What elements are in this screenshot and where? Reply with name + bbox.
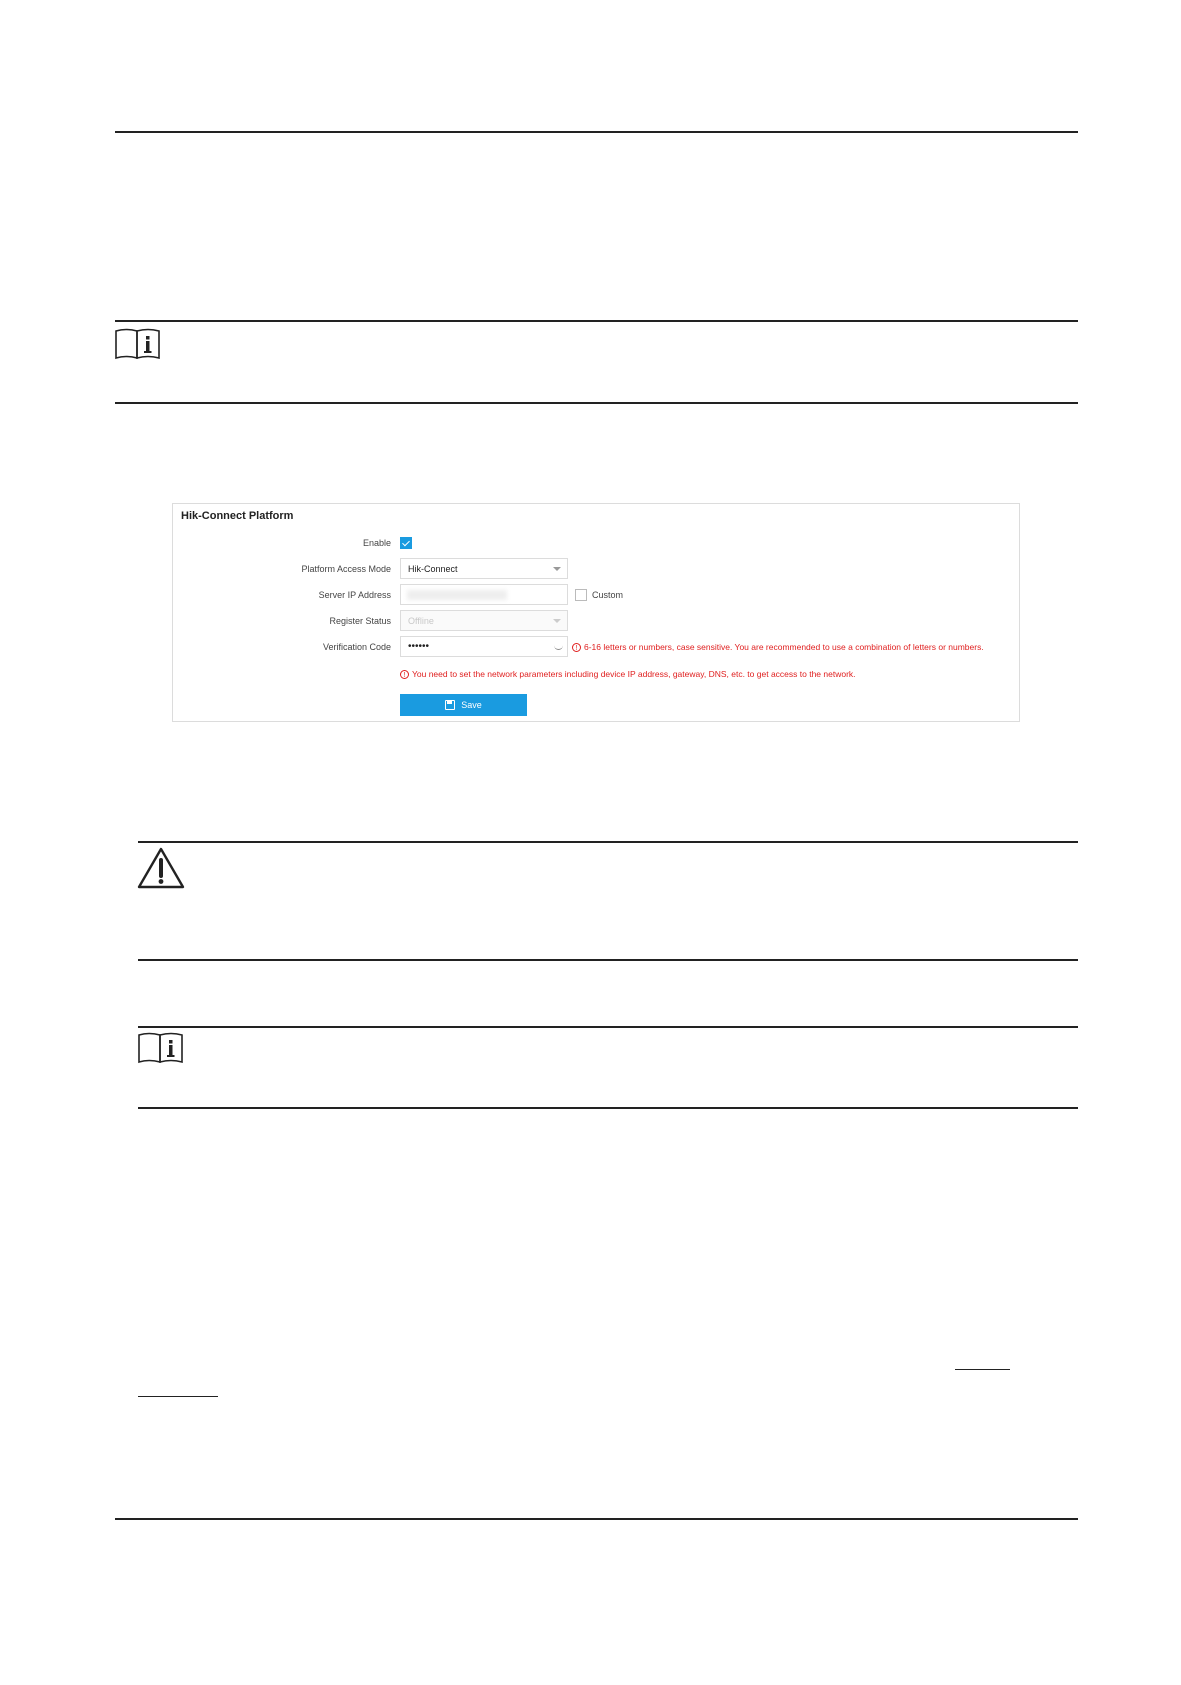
floppy-disk-icon	[445, 700, 455, 710]
note2-top-rule	[138, 1026, 1078, 1028]
server-ip-input[interactable]	[400, 584, 568, 605]
register-status-value: Offline	[408, 616, 434, 626]
footer-rule	[115, 1518, 1078, 1520]
verification-label: Verification Code	[322, 642, 391, 652]
caution-top-rule	[138, 841, 1078, 843]
access-mode-value: Hik-Connect	[408, 564, 458, 574]
note-bottom-rule	[115, 402, 1078, 404]
eye-closed-icon[interactable]	[554, 644, 563, 650]
custom-checkbox[interactable]	[575, 589, 587, 601]
link-underline[interactable]	[138, 1396, 218, 1397]
blurred-value	[407, 590, 507, 600]
note2-bottom-rule	[138, 1107, 1078, 1109]
network-error-text: You need to set the network parameters including device IP address, gateway, DNS, etc. to get access to the network.	[412, 669, 856, 679]
register-status-label: Register Status	[329, 616, 391, 626]
header-rule	[115, 131, 1078, 133]
register-status-select	[400, 610, 568, 631]
chevron-down-icon	[553, 567, 561, 571]
verification-error-text: 6-16 letters or numbers, case sensitive. You are recommended to use a combination of letters or numbers.	[584, 642, 984, 652]
error-circle-icon: !	[572, 643, 581, 652]
access-mode-label: Platform Access Mode	[301, 564, 391, 574]
save-label: Save	[461, 700, 482, 710]
verification-code-input[interactable]	[400, 636, 568, 657]
verification-error	[572, 642, 984, 652]
error-circle-icon: !	[400, 670, 409, 679]
link-underline[interactable]	[955, 1369, 1010, 1370]
note-book-icon	[137, 1031, 185, 1065]
custom-label: Custom	[592, 590, 624, 600]
panel-title: Hik-Connect Platform	[181, 510, 294, 522]
verification-value: ••••••	[408, 641, 430, 652]
server-ip-label: Server IP Address	[318, 590, 391, 600]
chevron-down-icon	[553, 619, 561, 623]
caution-bottom-rule	[138, 959, 1078, 961]
enable-checkbox[interactable]	[400, 537, 412, 549]
note-book-icon	[114, 327, 162, 361]
note-top-rule	[115, 320, 1078, 322]
save-button[interactable]	[400, 694, 527, 716]
network-error	[400, 669, 856, 679]
hik-connect-panel	[172, 503, 1020, 722]
caution-triangle-icon	[136, 846, 186, 890]
enable-label: Enable	[362, 538, 391, 548]
access-mode-select[interactable]	[400, 558, 568, 579]
